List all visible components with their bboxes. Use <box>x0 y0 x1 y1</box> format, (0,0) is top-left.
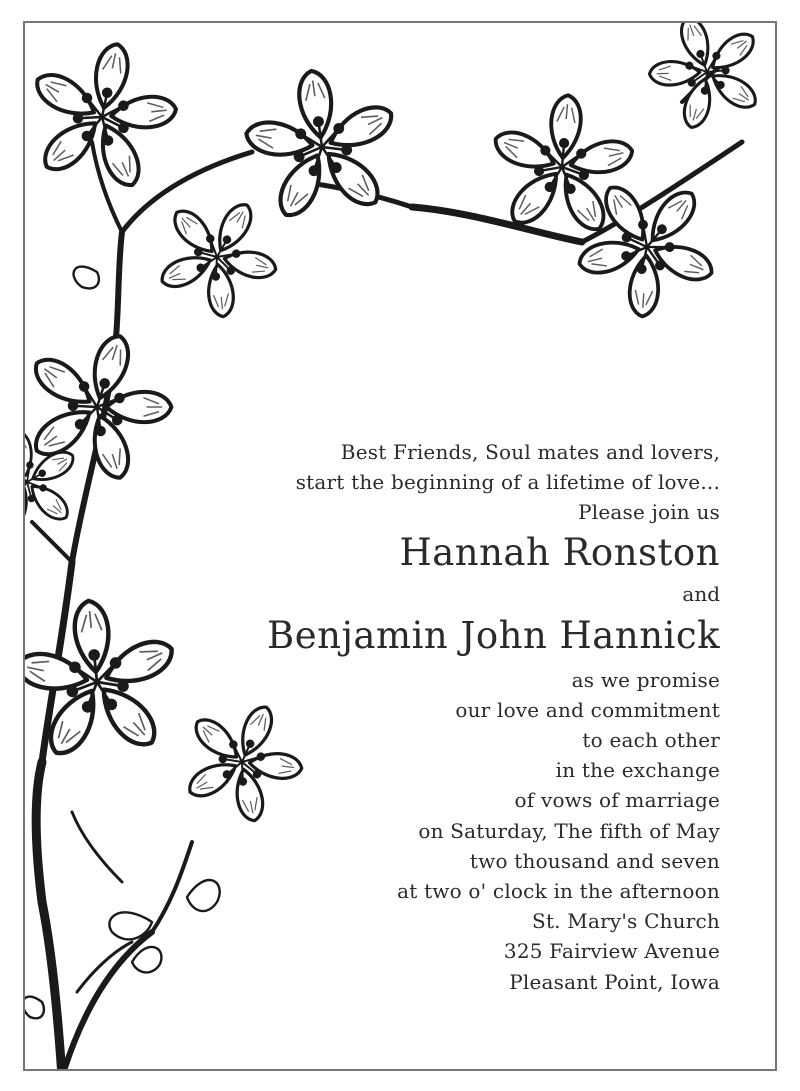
event-date: on Saturday, The fifth of May <box>418 818 720 843</box>
detail-line: our love and commitment <box>455 697 720 722</box>
invitation-text <box>160 437 720 997</box>
venue-city: Pleasant Point, Iowa <box>509 969 720 994</box>
intro-line: Best Friends, Soul mates and lovers, <box>340 440 720 464</box>
detail-line: of vows of marriage <box>514 788 720 813</box>
detail-line: to each other <box>582 728 720 753</box>
intro-line: Please join us <box>578 500 720 525</box>
event-time: at two o' clock in the afternoon <box>397 879 720 904</box>
groom-name: Benjamin John Hannick <box>267 613 720 657</box>
venue-name: St. Mary's Church <box>532 909 720 934</box>
intro-line: start the beginning of a lifetime of love... <box>295 470 720 495</box>
detail-line: in the exchange <box>555 758 720 783</box>
detail-line: as we promise <box>571 667 720 692</box>
bride-name: Hannah Ronston <box>399 530 720 574</box>
venue-street: 325 Fairview Avenue <box>503 939 720 964</box>
event-year: two thousand and seven <box>469 848 720 873</box>
conjunction: and <box>682 581 720 606</box>
invitation-card <box>23 21 777 1071</box>
